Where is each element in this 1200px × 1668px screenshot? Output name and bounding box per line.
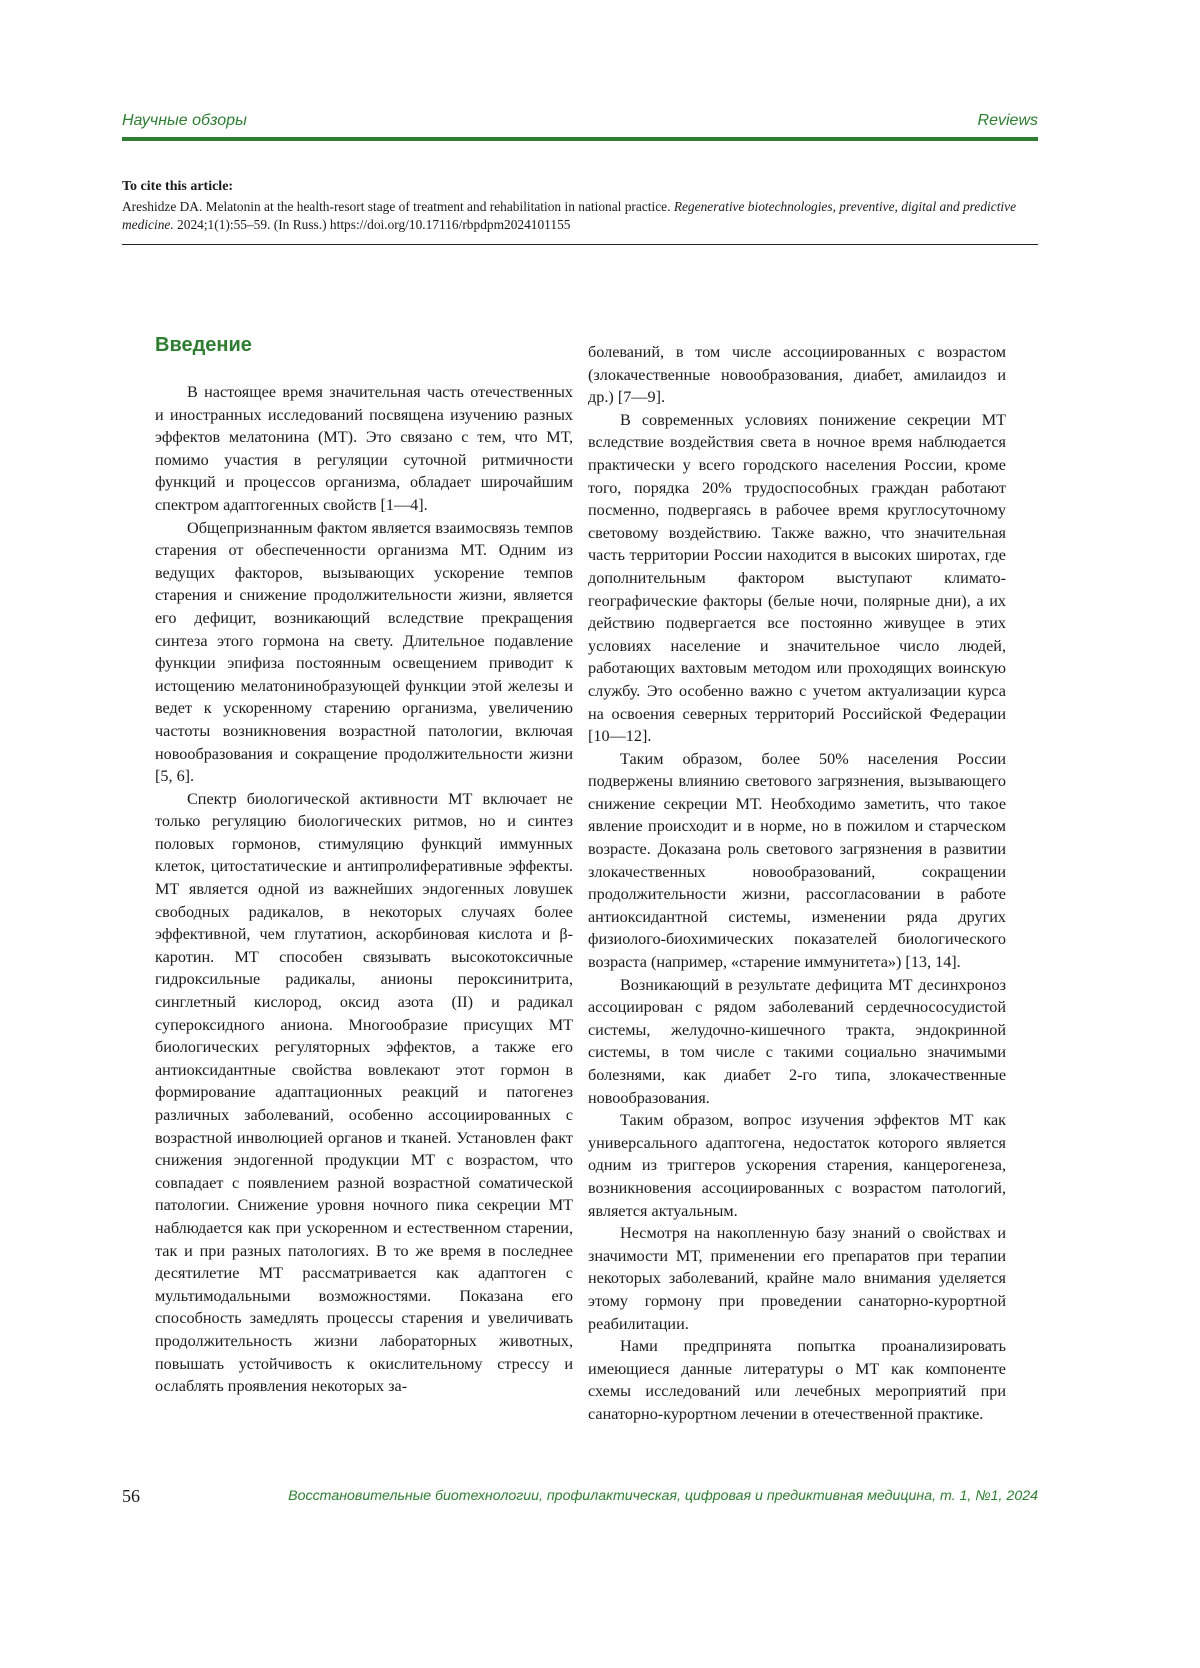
paragraph: В современных условиях понижение секреции МТ вследствие воздействия света в ночное время наблюдается практически у всего городского населения России, кроме того, порядка 20% трудоспособных граждан работают посменно, подвергаясь в рабочее время круглосуточному световому воздействию. Также важно, что значительная часть территории России находится в высоких широтах, где дополнительным фактором выступают климато-географические факторы (белые ночи, полярные дни), а их действию подвергается все постоянно живущее в этих условиях население и значительное число людей, работающих вахтовым методом или проходящих воинскую службу. Это особенно важно с учетом актуализации курса на освоения северных территорий Российской Федерации [10—12]. — [588, 410, 1006, 746]
citation-authors-title: Areshidze DA. Melatonin at the health-resort stage of treatment and rehabilitation in national practice. — [122, 199, 671, 214]
citation-block — [122, 178, 1038, 234]
paragraph: Таким образом, более 50% населения России подвержены влиянию светового загрязнения, вызывающего снижение секреции МТ. Необходимо заметить, что такое явление происходит и в норме, но в пожилом и старческом возрасте. Доказана роль светового загрязнения в развитии злокачественных новообразований, сокращении продолжительности жизни, рассогласовании в работе антиоксидантной системы, изменении ряда других физиолого-биохимических показателей биологического возраста (например, «старение иммунитета») [13, 14]. — [588, 749, 1006, 972]
citation-heading: To cite this article: — [122, 179, 234, 194]
running-header — [122, 112, 1038, 136]
left-column — [155, 334, 573, 1398]
citation-details: 2024;1(1):55–59. (In Russ.) https://doi.org/10.17116/rbpdpm2024101155 — [177, 217, 571, 232]
footer-journal-title: Восстановительные биотехнологии, профилактическая, цифровая и предиктивная медицина, т. 1, №1, 2024 — [288, 1488, 1038, 1504]
citation-text — [122, 198, 1038, 234]
paragraph: Возникающий в результате дефицита МТ десинхроноз ассоциирован с рядом заболеваний сердечнососудистой системы, желудочно-кишечного тракта, эндокринной системы, в том числе с такими социально значимыми болезнями, как диабет 2-го типа, злокачественные новообразования. — [588, 975, 1006, 1107]
paragraph: Спектр биологической активности МТ включает не только регуляцию биологических ритмов, но и синтез половых гормонов, стимуляцию функций иммунных клеток, цитостатические и антипролиферативные эффекты. МТ является одной из важнейших эндогенных ловушек свободных радикалов, в некоторых случаях более эффективной, чем глутатион, аскорбиновая кислота и β-каротин. МТ способен связывать высокотоксичные гидроксильные радикалы, анионы пероксинитрита, синглетный кислород, оксид азота (II) и радикал супероксидного аниона. Многообразие присущих МТ биологических регуляторных эффектов, а также его антиоксидантные свойства вовлекают этот гормон в формирование адаптационных реакций и патогенез различных заболеваний, особенно ассоциированных с возрастной инволюцией органов и тканей. Установлен факт снижения эндогенной продукции МТ с возрастом, что совпадает с появлением разной возрастной соматической патологии. Снижение уровня ночного пика секреции МТ наблюдается как при ускоренном и естественном старении, так и при разных патологиях. В то же время в последнее десятилетие МТ рассматривается как адаптоген с мультимодальными возможностями. Показана его способность замедлять процессы старения и увеличивать продолжительность жизни лабораторных животных, повышать устойчивость к окислительному стрессу и ослаблять проявления некоторых за- — [155, 789, 573, 1396]
paragraph: Несмотря на накопленную базу знаний о свойствах и значимости МТ, применении его препаратов при терапии некоторых заболеваний, крайне мало внимания уделяется этому гормону при проведении санаторно-курортной реабилитации. — [588, 1224, 1006, 1333]
paragraph: В настоящее время значительная часть отечественных и иностранных исследований посвящена изучению разных эффектов мелатонина (МТ). Это связано с тем, что МТ, помимо участия в регуляции суточной ритмичности функций и процессов организма, обладает широчайшим спектром адаптогенных свойств [1—4]. — [155, 383, 573, 514]
page-footer — [122, 1486, 1038, 1510]
paragraph: Таким образом, вопрос изучения эффектов МТ как универсального адаптогена, недостаток которого является одним из триггеров ускорения старения, канцерогенеза, возникновения ассоциированных с возрастом патологий, является актуальным. — [588, 1111, 1006, 1220]
paragraph: Общепризнанным фактом является взаимосвязь темпов старения от обеспеченности организма МТ. Одним из ведущих факторов, вызывающих ускорение темпов старения и снижение продолжительности жизни, является его дефицит, возникающий вследствие прекращения синтеза этого гормона на свету. Длительное подавление функции эпифиза постоянным освещением приводит к истощению мелатонинобразующей функции этой железы и ведет к ускоренному старению организма, увеличению частоты возникновения возрастной патологии, включая новообразования и сокращение продолжительности жизни [5, 6]. — [155, 518, 573, 786]
section-title: Введение — [155, 334, 252, 356]
page-number: 56 — [122, 1486, 140, 1506]
paragraph: Нами предпринята попытка проанализировать имеющиеся данные литературы о МТ как компоненте схемы исследований или лечебных мероприятий при санаторно-курортном лечении в отечественной практике. — [588, 1337, 1006, 1423]
section-label: Научные обзоры — [122, 112, 247, 129]
paragraph-continued: болеваний, в том числе ассоциированных с возрастом (злокачественные новообразования, диабет, амилаидоз и др.) [7—9]. — [588, 343, 1006, 407]
citation-journal: Regenerative biotechnologies, preventive, digital and predictive medicine. — [122, 199, 1017, 232]
header-divider — [122, 137, 1038, 141]
right-column — [588, 341, 1006, 1426]
citation-divider — [122, 244, 1038, 245]
section-label-en: Reviews — [977, 112, 1038, 129]
